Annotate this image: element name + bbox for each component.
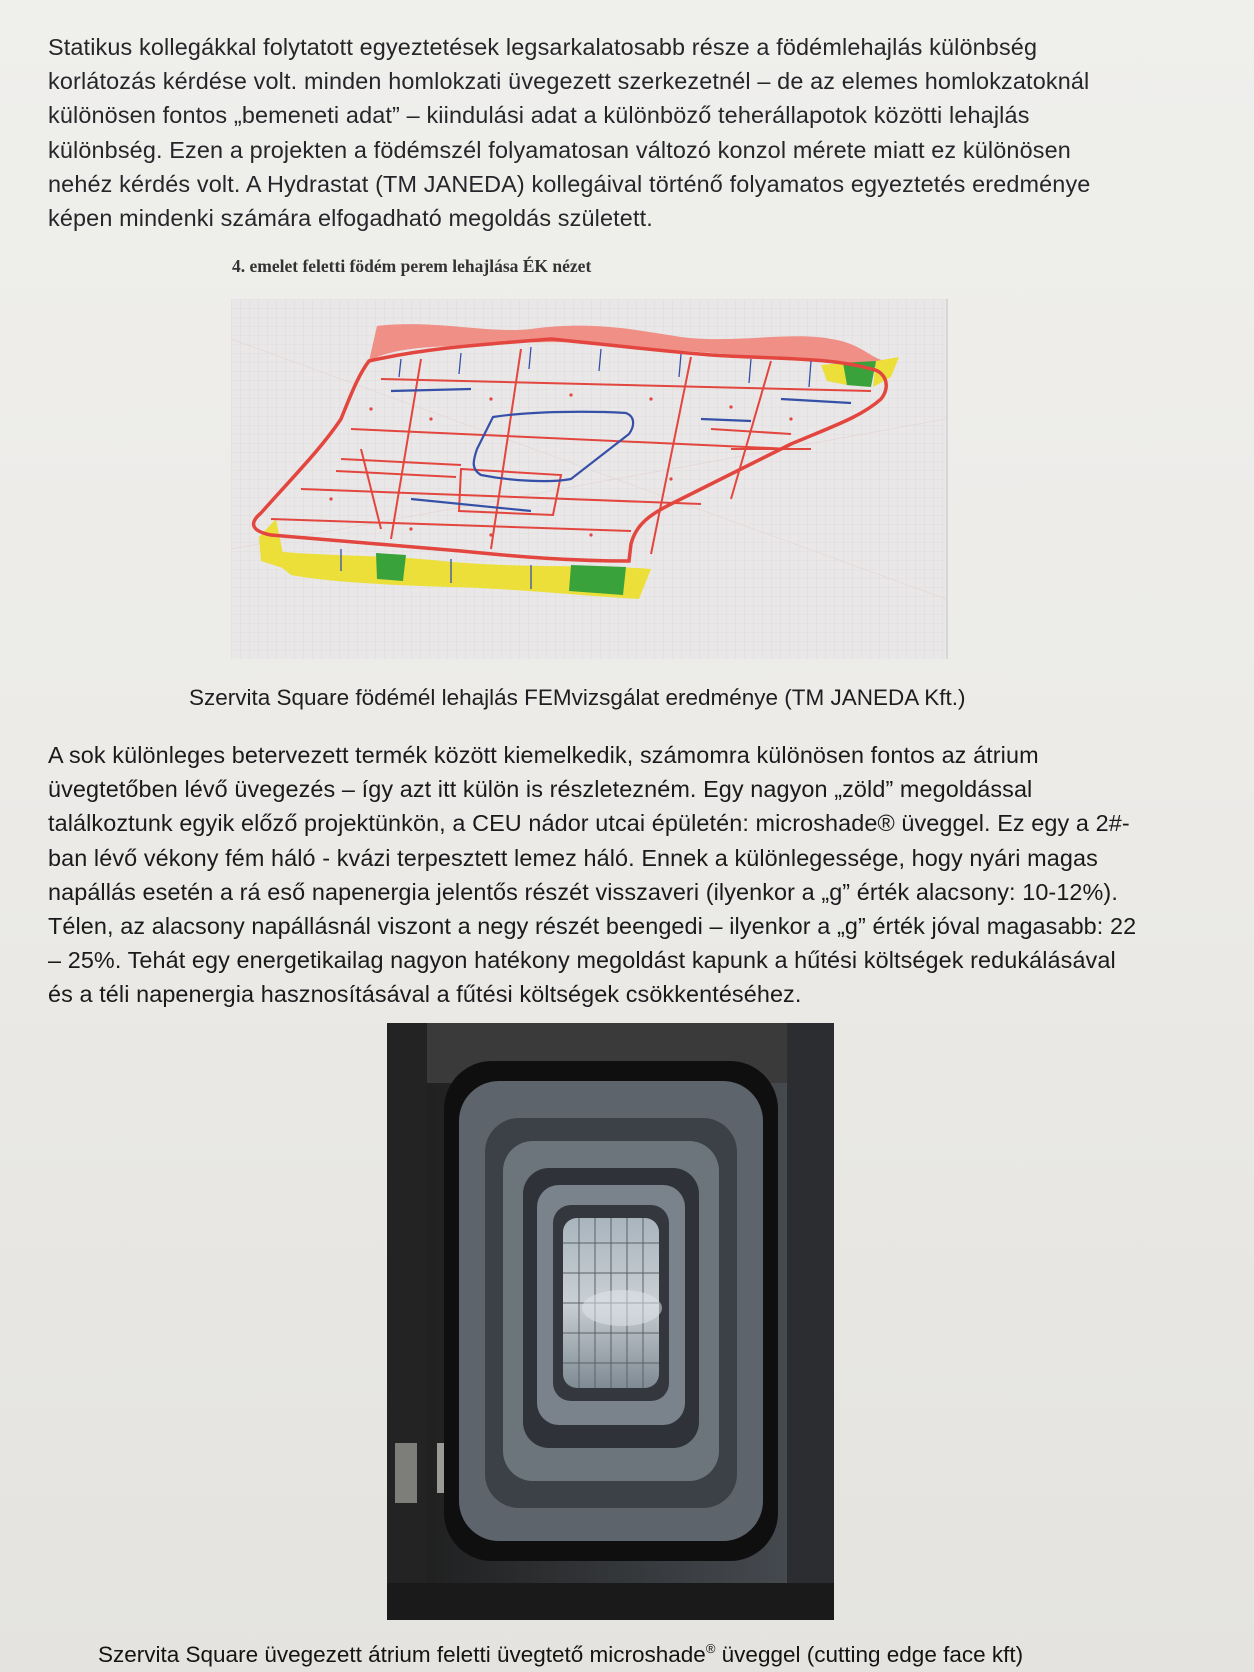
text-line: különbség. Ezen a projekten a födémszél folyamatosan változó konzol mérete miatt ez különösen xyxy=(48,136,1071,163)
text-line: üvegtetőben lévő üvegezés – így azt itt külön is részletezném. Egy nagyon „zöld” megoldással xyxy=(48,776,1033,803)
text-line: napállás esetén a rá eső napenergia jelentős részét visszaveri (ilyenkor a „g” érték alacsony: 10-12%). xyxy=(48,878,1118,905)
text-line: ban lévő vékony fém háló - kvázi terpesztett lemez háló. Ennek a különlegessége, hogy nyári magas xyxy=(48,844,1098,871)
text-line: nehéz kérdés volt. A Hydrastat (TM JANEDA) kollegáival történő folyamatos egyeztetés eredménye xyxy=(48,170,1091,197)
figure-caption: Szervita Square födémél lehajlás FEMvizsgálat eredménye (TM JANEDA Kft.) xyxy=(189,685,966,710)
fem-deflection-figure xyxy=(231,299,948,659)
text-line: korlátozás kérdése volt. minden homlokzati üvegezett szerkezetnél – de az elemes homlokzatoknál xyxy=(48,68,1090,95)
body-paragraph xyxy=(48,738,1151,1012)
text-line: különösen fontos „bemeneti adat” – kiindulási adat a különböző teherállapotok közötti lehajlás xyxy=(48,102,1030,129)
text-line: és a téli napenergia hasznosításával a fűtési költségek csökkentéséhez. xyxy=(48,981,802,1008)
atrium-skylight-image xyxy=(387,1023,834,1620)
fem-slab-diagram xyxy=(231,299,946,659)
text-line: képen mindenki számára elfogadható megoldás született. xyxy=(48,205,653,232)
text-line: találkoztunk egyik előző projektünkön, a CEU nádor utcai épületén: microshade® üveggel. Ez egy a 2#- xyxy=(48,810,1130,837)
text-line: Statikus kollegákkal folytatott egyeztetések legsarkalatosabb része a födémlehajlás különbség xyxy=(48,34,1038,60)
text-line: – 25%. Tehát egy energetikailag nagyon hatékony megoldást kapunk a hűtési költségek redukálásával xyxy=(48,947,1116,974)
intro-paragraph xyxy=(48,30,1140,235)
atrium-photo xyxy=(387,1023,834,1620)
caption-text: üveggel (cutting edge face kft) xyxy=(715,1642,1024,1667)
figure-title: 4. emelet feletti födém perem lehajlása ÉK nézet xyxy=(232,256,592,276)
photo-caption xyxy=(98,1641,1023,1668)
deflection-fill-green xyxy=(569,565,626,595)
deflection-fill-green xyxy=(376,553,406,581)
caption-text: Szervita Square üvegezett átrium feletti üvegtető microshade xyxy=(98,1642,706,1667)
registered-mark: ® xyxy=(705,1641,716,1656)
text-line: Télen, az alacsony napállásnál viszont a negy részét beengedi – ilyenkor a „g” érték jóval magasabb: 22 xyxy=(48,913,1137,940)
text-line: A sok különleges betervezett termék között kiemelkedik, számomra különösen fontos az átrium xyxy=(48,742,1039,768)
